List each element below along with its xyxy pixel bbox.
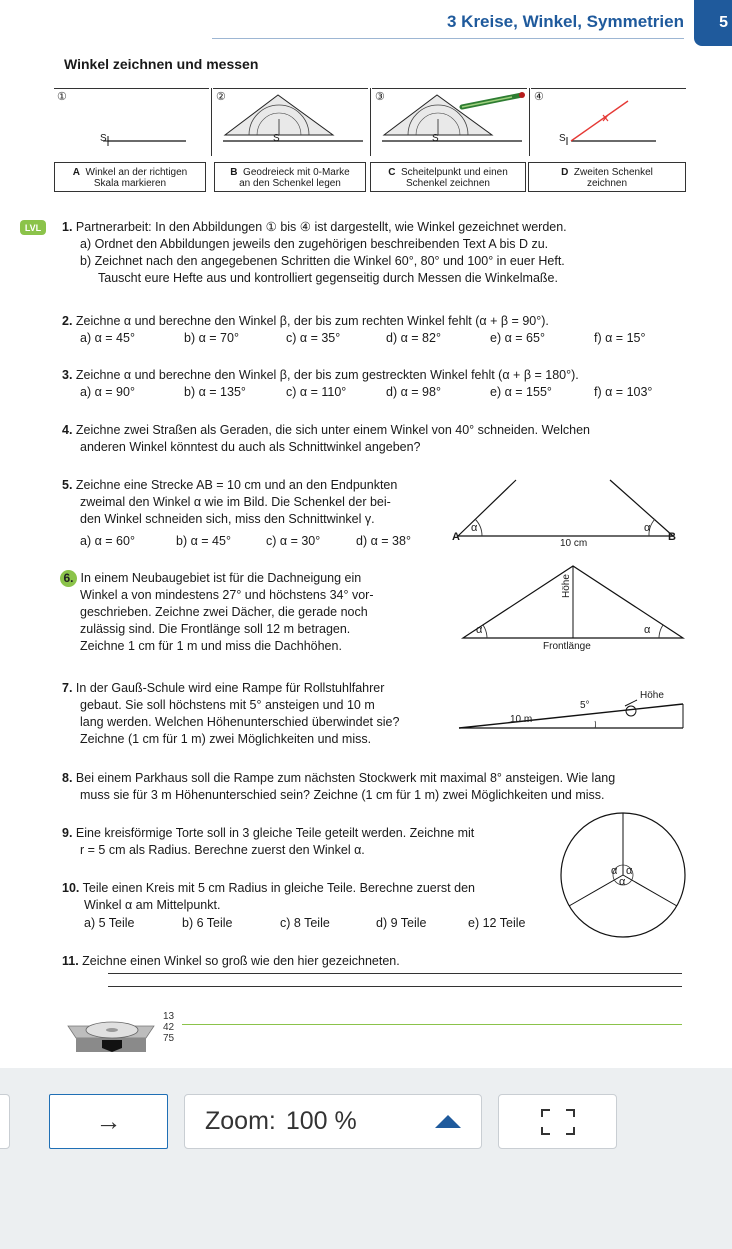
task-text: Partnerarbeit: In den Abbildungen ① bis ④ ist dargestellt, wie Winkel gezeichnet werden. <box>75 220 567 234</box>
figure-number: ① <box>57 91 67 103</box>
alpha-label: α <box>611 865 618 877</box>
task-6 <box>60 570 460 655</box>
task-text-cont: muss sie für 3 m Höhenunterschied sein? Zeichne (1 cm für 1 m) zwei Möglichkeiten und miss. <box>80 788 605 802</box>
task-text: Eine kreisförmige Torte soll in 3 gleiche Teile geteilt werden. Zeichne mit <box>75 826 475 840</box>
subtask-item: d) α = 98° <box>386 385 441 399</box>
subtask-item: b) α = 45° <box>176 534 231 548</box>
task-text-cont: den Winkel schneiden sich, miss den Schnittwinkel γ. <box>80 512 375 526</box>
task-text: Zeichne einen Winkel so groß wie den hier gezeichneten. <box>82 954 400 968</box>
ramp-length-label: 10 m <box>510 714 533 725</box>
subtask-item: e) α = 155° <box>490 385 552 399</box>
figure-3 <box>372 88 527 157</box>
second-leg-drawing <box>531 89 686 157</box>
task-text: Zeichne zwei Straßen als Geraden, die sich unter einem Winkel von 40° schneiden. Welchen <box>75 423 590 437</box>
task-text-cont: zulässig sind. Die Frontlänge soll 12 m betragen. <box>80 622 351 636</box>
subtask-b-cont: Tauscht eure Hefte aus und kontrolliert gegenseitig durch Messen die Winkelmaße. <box>98 271 558 285</box>
task-number: 4. <box>62 423 73 437</box>
task-number: 7. <box>62 681 73 695</box>
task-text-cont: geschrieben. Zeichne zwei Dächer, die gerade noch <box>80 605 368 619</box>
subtask-item: b) 6 Teile <box>182 916 233 930</box>
task-number: 3. <box>62 368 73 382</box>
set-square-drawing <box>213 89 368 157</box>
vertex-label: S <box>100 133 107 144</box>
caption-letter: D <box>561 167 569 178</box>
caption-line: Geodreieck mit 0-Marke <box>243 167 350 178</box>
vertex-label: S <box>432 133 439 144</box>
task-text-cont: Winkel a von mindestens 27° und höchstens 34° vor- <box>80 588 374 602</box>
margin-ref: 13 <box>163 1011 175 1022</box>
figure-2 <box>213 88 368 157</box>
figure-divider <box>529 88 530 156</box>
margin-ref: 75 <box>163 1033 175 1044</box>
task-number: 2. <box>62 314 73 328</box>
front-length-label: Frontlänge <box>543 641 591 652</box>
caption-line: Winkel an der richtigen <box>85 167 188 178</box>
caption-line: Scheitelpunkt und einen <box>401 167 508 178</box>
subtask-item: c) α = 30° <box>266 534 321 548</box>
subtask-item: c) α = 110° <box>286 385 347 399</box>
vertex-label: S <box>559 133 566 144</box>
caption-line: Skala markieren <box>93 178 167 189</box>
margin-ref: 42 <box>163 1022 175 1033</box>
chapter-title: 3 Kreise, Winkel, Symmetrien <box>446 12 684 31</box>
angle-leg-top <box>108 973 682 974</box>
alpha-label: α <box>644 522 651 534</box>
footer-rule <box>182 1024 682 1025</box>
task-text: In einem Neubaugebiet ist für die Dachneigung ein <box>80 571 362 585</box>
caption-line: zeichnen <box>586 178 628 189</box>
level-badge: LVL <box>20 220 46 235</box>
point-a-label: A <box>452 531 460 543</box>
alpha-label: α <box>471 522 478 534</box>
vertex-and-leg-drawing <box>54 89 209 157</box>
task-text-cont: anderen Winkel könntest du auch als Schnittwinkel angeben? <box>80 440 421 454</box>
figure-4 <box>531 88 686 157</box>
task-number-badge: 6. <box>60 570 77 587</box>
task-2 <box>62 313 702 330</box>
zoom-label: Zoom: <box>205 1107 276 1135</box>
point-b-label: B <box>668 531 676 543</box>
caret-up-icon <box>435 1115 461 1128</box>
task-number: 1. <box>62 220 73 234</box>
subtask-item: d) α = 82° <box>386 331 441 345</box>
figure-number: ② <box>216 91 226 103</box>
caption-letter: C <box>388 167 396 178</box>
page-number: 5 <box>694 0 732 46</box>
task-text-cont: Zeichne 1 cm für 1 m und miss die Dachhöhen. <box>80 639 342 653</box>
subtask-a: a) Ordnet den Abbildungen jeweils den zugehörigen beschreibenden Text A bis D zu. <box>80 237 549 251</box>
subtask-item: f) α = 103° <box>594 385 653 399</box>
fullscreen-button[interactable] <box>498 1094 617 1149</box>
task-text-cont: Zeichne (1 cm für 1 m) zwei Möglichkeiten und miss. <box>80 732 372 746</box>
figure-row <box>54 88 682 156</box>
task-3 <box>62 367 722 384</box>
task-text: Teile einen Kreis mit 5 cm Radius in gleiche Teile. Berechne zuerst den <box>82 881 475 895</box>
subtask-item: f) α = 15° <box>594 331 646 345</box>
task-text: Zeichne α und berechne den Winkel β, der bis zum gestreckten Winkel fehlt (α + β = 180°). <box>75 368 579 382</box>
alpha-label: α <box>626 865 633 877</box>
previous-page-button[interactable] <box>0 1094 10 1149</box>
task-number: 5. <box>62 478 73 492</box>
cake-circle-figure <box>558 810 688 940</box>
angle-leg-bottom <box>108 986 682 987</box>
figure-number: ④ <box>534 91 544 103</box>
segment-length-label: 10 cm <box>560 538 588 549</box>
task-text: Zeichne α und berechne den Winkel β, der bis zum rechten Winkel fehlt (α + β = 90°). <box>75 314 549 328</box>
caption-d <box>528 162 686 192</box>
fullscreen-icon <box>538 1107 578 1137</box>
task-4 <box>62 422 722 456</box>
zoom-value: 100 % <box>285 1107 357 1135</box>
caption-letter: B <box>230 167 238 178</box>
next-page-button[interactable] <box>49 1094 168 1149</box>
subtask-item: d) 9 Teile <box>376 916 427 930</box>
subtask-item: a) α = 60° <box>80 534 135 548</box>
task-text-cont: zweimal den Winkel α wie im Bild. Die Schenkel der bei- <box>80 495 391 509</box>
set-square-with-pencil-drawing <box>372 89 527 157</box>
task-text-cont: lang werden. Welchen Höhenunterschied überwindet sie? <box>80 715 400 729</box>
subtask-item: c) α = 35° <box>286 331 341 345</box>
caption-letter: A <box>72 167 80 178</box>
roof-height-label: Höhe <box>561 574 572 598</box>
task-number: 11. <box>62 954 79 968</box>
figure-number: ③ <box>375 91 385 103</box>
task-text-cont: Winkel α am Mittelpunkt. <box>84 898 221 912</box>
arrow-right-icon: → <box>95 1106 122 1136</box>
task-text: Zeichne eine Strecke AB = 10 cm und an den Endpunkten <box>75 478 398 492</box>
caption-line: Zweiten Schenkel <box>573 167 653 178</box>
subtask-item: a) α = 90° <box>80 385 135 399</box>
margin-references <box>163 1011 174 1044</box>
subtask-b: b) Zeichnet nach den angegebenen Schritten die Winkel 60°, 80° und 100° in euer Heft. <box>80 254 565 268</box>
task-text: Bei einem Parkhaus soll die Rampe zum nächsten Stockwerk mit maximal 8° ansteigen. Wie lang <box>75 771 616 785</box>
task-10 <box>62 880 562 914</box>
subtask-item: c) 8 Teile <box>280 916 330 930</box>
task-11 <box>62 953 662 970</box>
subtask-item: b) α = 135° <box>184 385 246 399</box>
alpha-label: α <box>619 876 626 888</box>
figure-divider <box>370 88 371 156</box>
task-number: 8. <box>62 771 73 785</box>
cd-rom-icon <box>62 1010 160 1054</box>
task-5 <box>62 477 452 528</box>
ramp-height-label: Höhe <box>640 690 664 701</box>
task-text-cont: r = 5 cm als Radius. Berechne zuerst den Winkel α. <box>80 843 365 857</box>
subtask-item: e) α = 65° <box>490 331 545 345</box>
task-1 <box>62 219 702 287</box>
caption-c <box>370 162 526 192</box>
section-title: Winkel zeichnen und messen <box>64 56 259 72</box>
caption-line: an den Schenkel legen <box>239 178 341 189</box>
caption-a <box>54 162 206 192</box>
header-rule <box>212 38 684 39</box>
vertex-label: S <box>273 133 280 144</box>
subtask-item: d) α = 38° <box>356 534 411 548</box>
task-text: In der Gauß-Schule wird eine Rampe für Rollstuhlfahrer <box>75 681 385 695</box>
subtask-item: a) α = 45° <box>80 331 135 345</box>
caption-b <box>214 162 366 192</box>
alpha-label: α <box>644 624 651 636</box>
task-8 <box>62 770 722 804</box>
task-9 <box>62 825 562 859</box>
figure-divider <box>211 88 212 156</box>
subtask-item: e) 12 Teile <box>468 916 526 930</box>
zoom-select[interactable] <box>184 1094 482 1149</box>
task-7 <box>62 680 462 748</box>
task-number: 10. <box>62 881 80 895</box>
alpha-label: α <box>476 624 483 636</box>
figure-1 <box>54 88 209 157</box>
caption-row <box>54 162 686 194</box>
task-text-cont: gebaut. Sie soll höchstens mit 5° ansteigen und 10 m <box>80 698 375 712</box>
subtask-item: b) α = 70° <box>184 331 239 345</box>
caption-line: Schenkel zeichnen <box>406 178 490 189</box>
ramp-angle-label: 5° <box>580 700 590 711</box>
subtask-item: a) 5 Teile <box>84 916 135 930</box>
task-number: 9. <box>62 826 73 840</box>
